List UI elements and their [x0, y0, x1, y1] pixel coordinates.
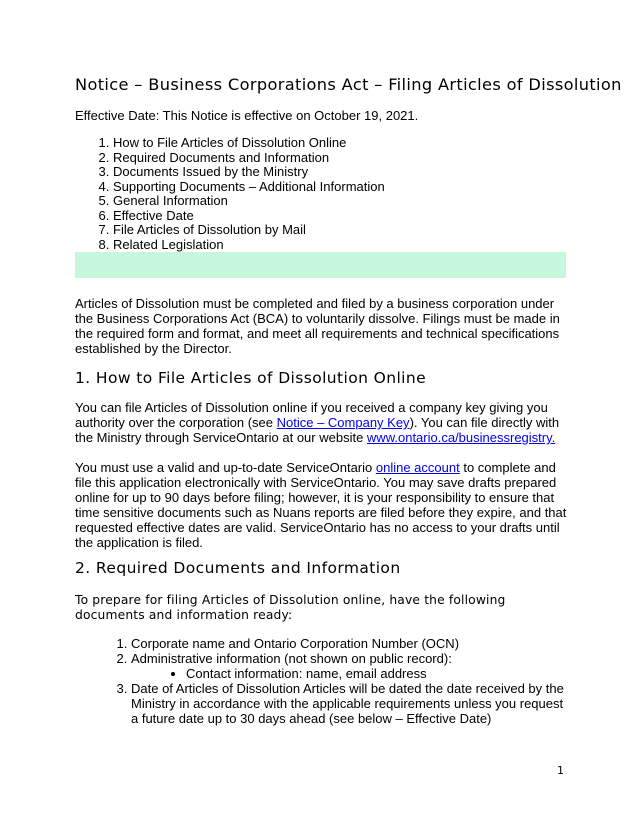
- section-1-heading: 1. How to File Articles of Dissolution Online: [75, 369, 427, 387]
- toc-item: 8. Related Legislation: [113, 238, 385, 253]
- highlight-band: [75, 252, 566, 278]
- required-item: 3. Date of Articles of Dissolution Articles will be dated the date received by the Ministry in accordance with the applicable requirements unless you request a future date up to 30 days ahead (see below – Effective Date): [131, 681, 567, 726]
- toc-item: 2. Required Documents and Information: [113, 151, 385, 166]
- toc-item: 5. General Information: [113, 194, 385, 209]
- sub-list: [131, 666, 567, 681]
- page-title: Notice – Business Corporations Act – Filing Articles of Dissolution: [75, 75, 622, 94]
- required-items-list: [75, 636, 567, 726]
- page-number: 1: [557, 764, 564, 777]
- required-item: 1. Corporate name and Ontario Corporation Number (OCN): [131, 636, 567, 651]
- required-item: [131, 651, 567, 681]
- toc-item: 4. Supporting Documents – Additional Information: [113, 180, 385, 195]
- section-1-paragraph-1: [75, 400, 567, 445]
- text: You must use a valid and up-to-date ServiceOntario: [75, 460, 376, 475]
- online-account-link[interactable]: online account: [375, 460, 460, 475]
- company-key-notice-link[interactable]: Notice – Company Key: [276, 415, 410, 430]
- effective-date: Effective Date: This Notice is effective on October 19, 2021.: [75, 108, 419, 123]
- text: Administrative information (not shown on public record):: [131, 651, 452, 666]
- toc-item: 6. Effective Date: [113, 209, 385, 224]
- text: You can file Articles of Dissolution online if you received a company key giving you authority over the corporation (see: [75, 400, 548, 430]
- text: to complete and file this application electronically with ServiceOntario. You may save drafts prepared online for up to 90 days before filing; however, it is your responsibility to ensure that time sensitive documents such as Nuans reports are filed before they expire, and that requested effective dates are valid. ServiceOntario has no access to your drafts until the application is filed.: [75, 460, 567, 550]
- section-2-heading: 2. Required Documents and Information: [75, 559, 401, 577]
- toc-item: 3. Documents Issued by the Ministry: [113, 165, 385, 180]
- toc-item: 1. How to File Articles of Dissolution Online: [113, 136, 385, 151]
- business-registry-link[interactable]: www.ontario.ca/businessregistry.: [366, 430, 556, 445]
- section-2-intro: To prepare for filing Articles of Dissolution online, have the following documents and information ready:: [75, 593, 506, 622]
- intro-paragraph: Articles of Dissolution must be completed and filed by a business corporation under the Business Corporations Act (BCA) to voluntarily dissolve. Filings must be made in the required form and format, and meet all requirements and technical specifications established by the Director.: [75, 296, 560, 356]
- sub-item: • Contact information: name, email address: [186, 666, 567, 681]
- table-of-contents: [75, 136, 385, 252]
- section-1-paragraph-2: [75, 460, 567, 550]
- toc-item: 7. File Articles of Dissolution by Mail: [113, 223, 385, 238]
- text: ). You can file directly with the Ministry through ServiceOntario at our website: [75, 415, 560, 445]
